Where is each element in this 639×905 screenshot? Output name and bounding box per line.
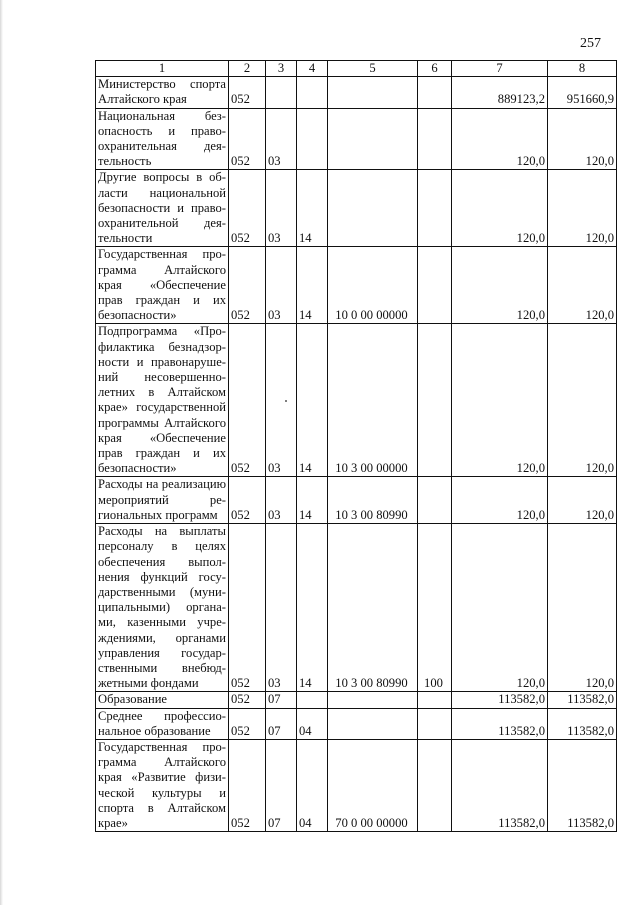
amount-year2-cell: 951660,9 [548, 77, 617, 108]
header-cell: 7 [452, 61, 548, 77]
expense-type-cell [418, 708, 452, 739]
ministry-code-cell: 052 [229, 739, 266, 831]
amount-year2-cell: 120,0 [548, 108, 617, 170]
target-article-cell: 10 3 00 80990 [328, 477, 418, 524]
ministry-code-cell: 052 [229, 708, 266, 739]
target-article-cell: 10 3 00 00000 [328, 324, 418, 477]
amount-year1-cell: 120,0 [452, 524, 548, 692]
subsection-code-cell [297, 692, 328, 708]
amount-year1-cell: 889123,2 [452, 77, 548, 108]
amount-year1-cell: 120,0 [452, 247, 548, 324]
section-code-cell: 07 [266, 692, 297, 708]
ministry-code-cell: 052 [229, 247, 266, 324]
budget-table [95, 60, 617, 832]
ministry-code-cell: 052 [229, 524, 266, 692]
target-article-cell [328, 692, 418, 708]
row-name-cell: Среднее профессиональное образование [96, 708, 229, 739]
header-cell: 6 [418, 61, 452, 77]
expense-type-cell [418, 477, 452, 524]
amount-year2-cell: 120,0 [548, 324, 617, 477]
expense-type-cell [418, 108, 452, 170]
expense-type-cell [418, 324, 452, 477]
subsection-code-cell: 14 [297, 524, 328, 692]
section-code-cell: 03 [266, 477, 297, 524]
row-name-cell: Расходы на реализацию мероприятий региональных программ [96, 477, 229, 524]
ministry-code-cell: 052 [229, 477, 266, 524]
row-name-cell: Другие вопросы в области национальной безопасности и правоохранительной деятельности [96, 170, 229, 247]
ministry-code-cell: 052 [229, 170, 266, 247]
amount-year2-cell: 120,0 [548, 524, 617, 692]
subsection-code-cell: 14 [297, 247, 328, 324]
subsection-code-cell: 04 [297, 708, 328, 739]
table-row [96, 524, 617, 692]
target-article-cell [328, 108, 418, 170]
header-cell: 5 [328, 61, 418, 77]
header-row [96, 61, 617, 77]
header-cell: 3 [266, 61, 297, 77]
amount-year2-cell: 120,0 [548, 477, 617, 524]
table-row [96, 708, 617, 739]
header-cell: 2 [229, 61, 266, 77]
header-cell: 8 [548, 61, 617, 77]
amount-year2-cell: 120,0 [548, 170, 617, 247]
subsection-code-cell: 14 [297, 324, 328, 477]
target-article-cell: 70 0 00 00000 [328, 739, 418, 831]
ministry-code-cell: 052 [229, 108, 266, 170]
target-article-cell [328, 170, 418, 247]
row-name-cell: Расходы на выплаты персоналу в целях обеспечения выполнения функций государственными (муниципальными) органами, казенными учреждениями, органами управления государственными внебюджетными фондами [96, 524, 229, 692]
target-article-cell: 10 3 00 80990 [328, 524, 418, 692]
amount-year1-cell: 120,0 [452, 108, 548, 170]
table-row [96, 692, 617, 708]
section-code-cell: 03 [266, 324, 297, 477]
expense-type-cell [418, 692, 452, 708]
ministry-code-cell: 052 [229, 692, 266, 708]
amount-year1-cell: 113582,0 [452, 692, 548, 708]
target-article-cell [328, 708, 418, 739]
scan-dot [285, 400, 287, 402]
section-code-cell: 03 [266, 108, 297, 170]
header-cell: 1 [96, 61, 229, 77]
table-body [96, 77, 617, 832]
amount-year1-cell: 120,0 [452, 477, 548, 524]
expense-type-cell [418, 247, 452, 324]
row-name-cell: Образование [96, 692, 229, 708]
table-row [96, 170, 617, 247]
amount-year1-cell: 120,0 [452, 170, 548, 247]
amount-year2-cell: 120,0 [548, 247, 617, 324]
subsection-code-cell [297, 108, 328, 170]
subsection-code-cell: 04 [297, 739, 328, 831]
table-row [96, 324, 617, 477]
expense-type-cell [418, 170, 452, 247]
table-row [96, 77, 617, 108]
row-name-cell: Национальная безопасность и правоохранительная деятельность [96, 108, 229, 170]
table-row [96, 108, 617, 170]
amount-year1-cell: 120,0 [452, 324, 548, 477]
subsection-code-cell [297, 77, 328, 108]
row-name-cell: Министерство спорта Алтайского края [96, 77, 229, 108]
amount-year2-cell: 113582,0 [548, 708, 617, 739]
scan-edge [0, 0, 3, 905]
subsection-code-cell: 14 [297, 170, 328, 247]
amount-year1-cell: 113582,0 [452, 708, 548, 739]
ministry-code-cell: 052 [229, 77, 266, 108]
subsection-code-cell: 14 [297, 477, 328, 524]
target-article-cell: 10 0 00 00000 [328, 247, 418, 324]
table-row [96, 739, 617, 831]
header-cell: 4 [297, 61, 328, 77]
target-article-cell [328, 77, 418, 108]
row-name-cell: Государственная программа Алтайского края «Развитие физической культуры и спорта в Алтайском крае» [96, 739, 229, 831]
row-name-cell: Подпрограмма «Профилактика безнадзорности и правонарушений несовершеннолетних в Алтайском крае» государственной программы Алтайского края «Обеспечение прав граждан и их безопасности» [96, 324, 229, 477]
expense-type-cell: 100 [418, 524, 452, 692]
row-name-cell: Государственная программа Алтайского края «Обеспечение прав граждан и их безопасности» [96, 247, 229, 324]
table-row [96, 247, 617, 324]
section-code-cell: 03 [266, 524, 297, 692]
amount-year2-cell: 113582,0 [548, 692, 617, 708]
amount-year1-cell: 113582,0 [452, 739, 548, 831]
expense-type-cell [418, 77, 452, 108]
section-code-cell: 07 [266, 739, 297, 831]
section-code-cell: 03 [266, 247, 297, 324]
section-code-cell: 07 [266, 708, 297, 739]
ministry-code-cell: 052 [229, 324, 266, 477]
section-code-cell: 03 [266, 170, 297, 247]
section-code-cell [266, 77, 297, 108]
amount-year2-cell: 113582,0 [548, 739, 617, 831]
expense-type-cell [418, 739, 452, 831]
table-row [96, 477, 617, 524]
page-number: 257 [580, 36, 601, 51]
